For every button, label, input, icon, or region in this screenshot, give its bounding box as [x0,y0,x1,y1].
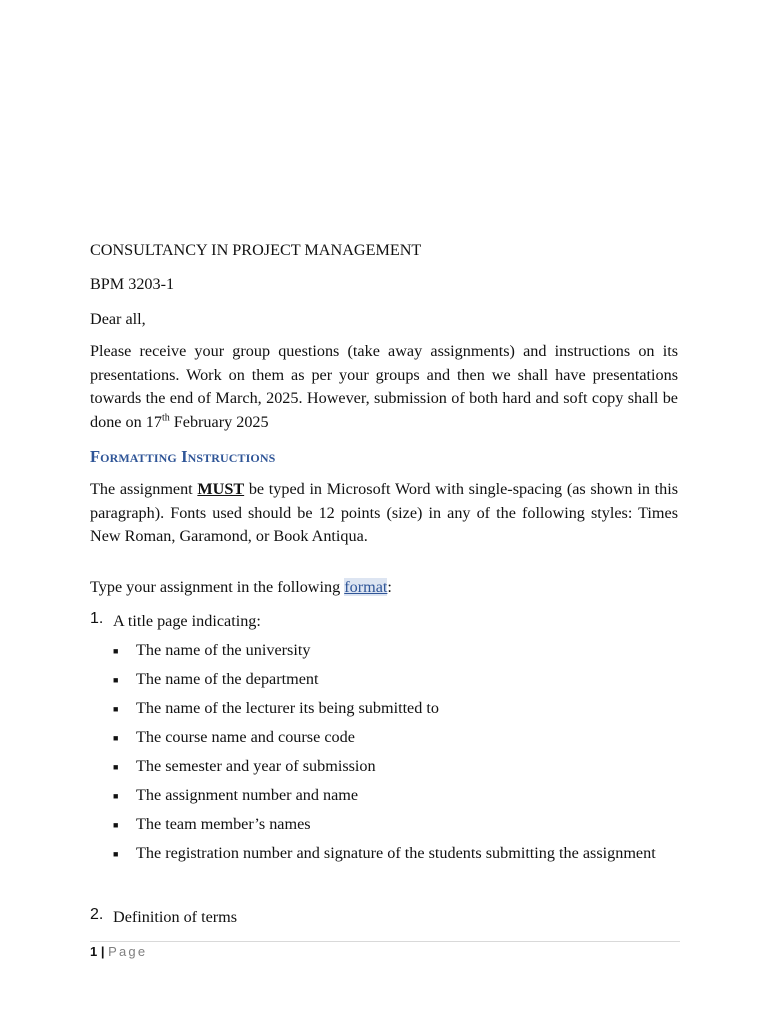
formatting-text-start: The assignment [90,480,198,498]
section-heading-formatting: Formatting Instructions [90,447,276,466]
course-title: CONSULTANCY IN PROJECT MANAGEMENT [90,241,422,259]
formatting-paragraph [90,478,678,549]
format-line [90,575,392,599]
course-code: BPM 3203-1 [90,275,175,293]
list-item: The assignment number and name [136,786,359,804]
intro-text: Please receive your group questions (take away assignments) and instructions on its presentations. Work on them as per your groups and then we shall have presentations towards the end of March, 2025. However, submission of both hard and soft copy shall be done on 17 [90,342,678,431]
list-number-2: 2. [90,906,104,923]
bullet-square-icon: ■ [113,849,119,859]
page-number: 1 [90,944,98,959]
bullet-square-icon: ■ [113,704,119,714]
formatting-text-end: be typed in Microsoft Word with single-spacing (as shown in this paragraph). Fonts used should be 12 points (size) in any of the following styles: Times New Roman, Garamond, or Book Antiqua. [90,480,678,545]
list-item-definition-of-terms: Definition of terms [113,908,238,926]
bullet-square-icon: ■ [113,820,119,830]
footer-divider [90,941,680,942]
list-item: The name of the university [136,641,311,659]
list-item-title-page: A title page indicating: [113,612,261,630]
page-label: Page [108,944,148,959]
bullet-square-icon: ■ [113,675,119,685]
list-item: The registration number and signature of the students submitting the assignment [136,844,656,862]
bullet-square-icon: ■ [113,791,119,801]
format-line-colon: : [387,578,392,596]
list-number-1: 1. [90,610,104,627]
list-item: The course name and course code [136,728,355,746]
bullet-square-icon: ■ [113,646,119,656]
list-item: The semester and year of submission [136,757,376,775]
intro-paragraph [90,340,678,434]
footer-separator: | [100,944,105,959]
bullet-square-icon: ■ [113,733,119,743]
salutation: Dear all, [90,310,146,328]
format-line-text: Type your assignment in the following [90,578,345,596]
date-ordinal-suffix: th [161,412,170,424]
intro-date-text: February 2025 [169,412,269,431]
bullet-square-icon: ■ [113,762,119,772]
list-item: The name of the lecturer its being submitted to [136,699,439,717]
page-footer [90,942,147,962]
list-item: The team member’s names [136,815,311,833]
format-link[interactable]: format [344,578,388,596]
must-emphasis: MUST [197,480,245,498]
list-item: The name of the department [136,670,319,688]
